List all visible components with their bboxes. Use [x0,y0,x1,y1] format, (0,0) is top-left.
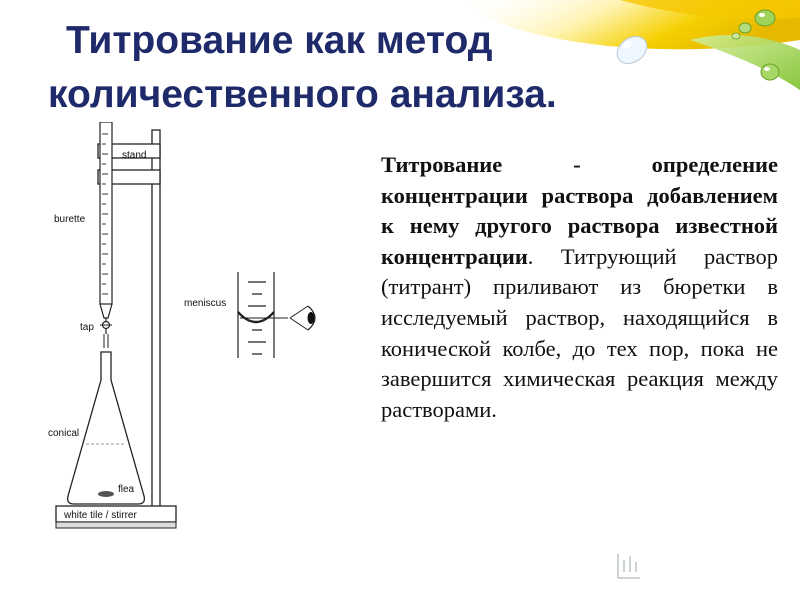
label-stand: stand [122,150,147,161]
eye-icon [240,306,315,330]
burette [100,122,112,348]
flea-stirrer-bar [98,491,114,497]
definition-paragraph [381,150,778,425]
meniscus-reading-diagram [174,262,334,372]
label-burette: burette [54,214,86,225]
label-flea: flea [118,484,135,495]
slide-title [0,14,800,122]
title-line-1: Титрование как метод [66,19,493,62]
label-conical: conical [48,428,80,439]
burette-scale-closeup [238,272,274,358]
label-base: white tile / stirrer [64,510,137,521]
watermark-logo-icon [614,548,644,584]
label-tap: tap [80,322,94,333]
definition-regular-text: . Титрующий раствор (титрант) приливают из бюретки в исследуемый раствор, находящийся в конической колбе, до тех пор, пока не завершится химическая реакция между растворами. [381,243,778,422]
definition-bold-text: Титрование - определение концентрации раствора добавлением к нему другого раствора известной концентрации [381,152,778,269]
title-line-2: количественного анализа. [48,73,557,116]
label-meniscus: meniscus [184,298,227,309]
